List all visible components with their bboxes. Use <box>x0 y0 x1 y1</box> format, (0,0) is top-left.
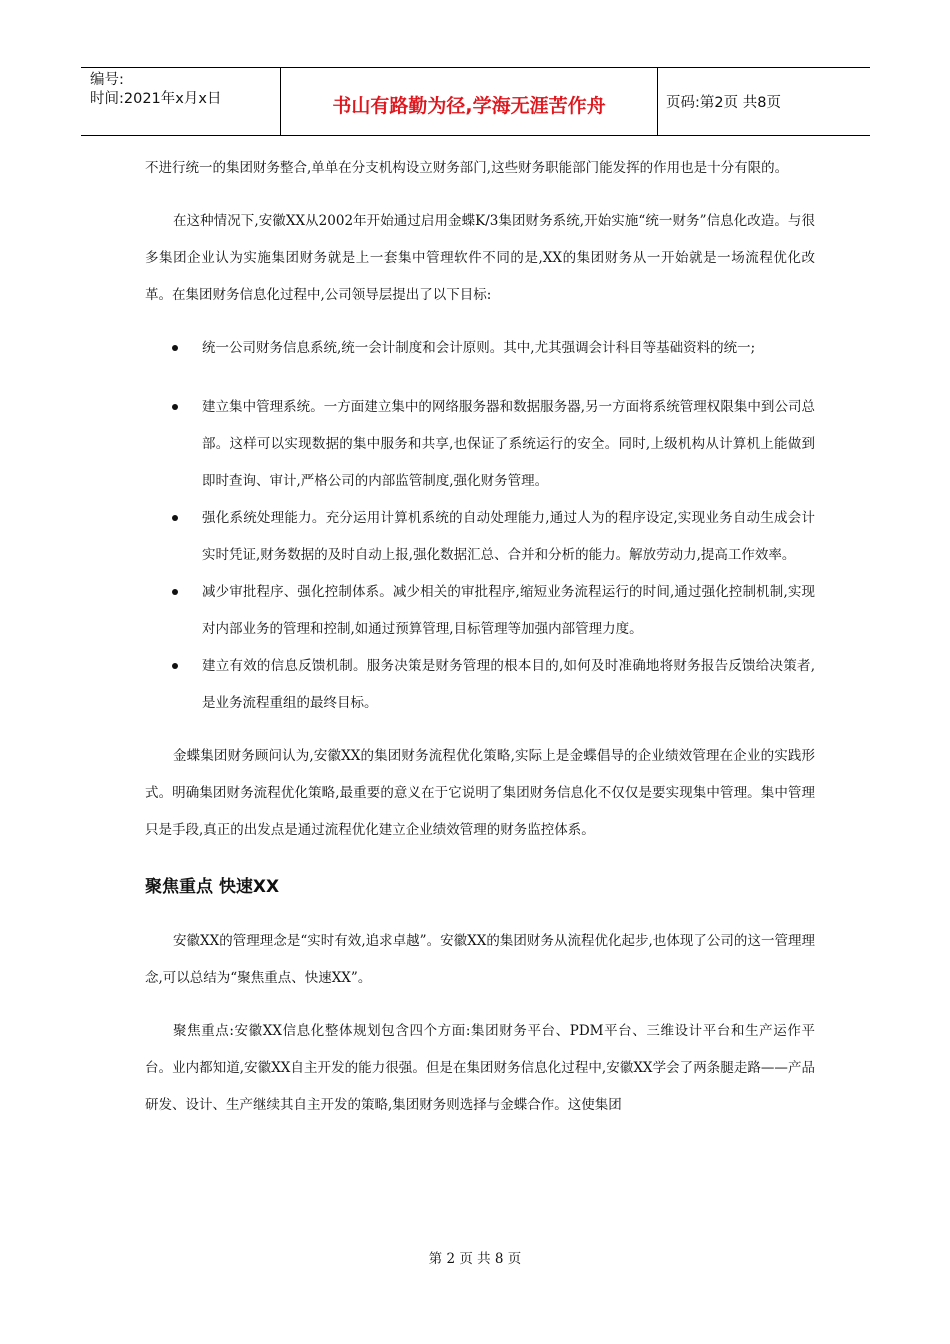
bullet-icon <box>172 589 178 595</box>
list-item-text: 强化系统处理能力。充分运用计算机系统的自动处理能力,通过人为的程序设定,实现业务自动生成会计实时凭证,财务数据的及时自动上报,强化数据汇总、合并和分析的能力。解放劳动力,提高工作效率。 <box>202 510 815 563</box>
list-item-text: 建立有效的信息反馈机制。服务决策是财务管理的根本目的,如何及时准确地将财务报告反馈给决策者,是业务流程重组的最终目标。 <box>202 658 815 711</box>
paragraph-intro: 不进行统一的集团财务整合,单单在分支机构设立财务部门,这些财务职能部门能发挥的作用也是十分有限的。 <box>145 160 789 176</box>
document-number-label: 编号: <box>90 72 124 88</box>
page-header <box>81 67 870 136</box>
list-item <box>145 330 815 367</box>
list-item-text: 统一公司财务信息系统,统一会计制度和会计原则。其中,尤其强调会计科目等基础资料的统一; <box>202 340 756 356</box>
document-body <box>145 150 815 1124</box>
bullet-icon <box>172 663 178 669</box>
list-item-text: 减少审批程序、强化控制体系。减少相关的审批程序,缩短业务流程运行的时间,通过强化控制机制,实现对内部业务的管理和控制,如通过预算管理,目标管理等加强内部管理力度。 <box>202 584 815 637</box>
paragraph-consultant-view: 金蝶集团财务顾问认为,安徽XX的集团财务流程优化策略,实际上是金蝶倡导的企业绩效管理在企业的实践形式。明确集团财务流程优化策略,最重要的意义在于它说明了集团财务信息化不仅仅是要实现集中管理。集中管理只是手段,真正的出发点是通过流程优化建立企业绩效管理的财务监控体系。 <box>145 748 815 838</box>
list-item <box>145 389 815 500</box>
bullet-icon <box>172 345 178 351</box>
list-item <box>145 500 815 574</box>
bullet-icon <box>172 515 178 521</box>
list-item-text: 建立集中管理系统。一方面建立集中的网络服务器和数据服务器,另一方面将系统管理权限集中到公司总部。这样可以实现数据的集中服务和共享,也保证了系统运行的安全。同时,上级机构从计算机上能做到即时查询、审计,严格公司的内部监管制度,强化财务管理。 <box>202 399 815 489</box>
list-item <box>145 574 815 648</box>
paragraph-background: 在这种情况下,安徽XX从2002年开始通过启用金蝶K/3集团财务系统,开始实施“统一财务”信息化改造。与很多集团企业认为实施集团财务就是上一套集中管理软件不同的是,XX的集团财务从一开始就是一场流程优化改革。在集团财务信息化过程中,公司领导层提出了以下目标: <box>145 213 815 303</box>
bullet-icon <box>172 404 178 410</box>
header-meta-cell <box>81 68 281 135</box>
list-item <box>145 648 815 722</box>
header-page-number: 页码:第2页 共8页 <box>666 95 781 111</box>
page-footer: 第 2 页 共 8 页 <box>428 1251 522 1267</box>
paragraph-focus-points: 聚焦重点:安徽XX信息化整体规划包含四个方面:集团财务平台、PDM平台、三维设计平台和生产运作平台。业内都知道,安徽XX自主开发的能力很强。但是在集团财务信息化过程中,安徽XX学会了两条腿走路——产品研发、设计、生产继续其自主开发的策略,集团财务则选择与金蝶合作。这使集团 <box>145 1023 815 1113</box>
section-heading: 聚焦重点 快速XX <box>145 877 280 897</box>
header-motto: 书山有路勤为径,学海无涯苦作舟 <box>281 68 658 135</box>
goals-list <box>145 330 815 722</box>
paragraph-management-philosophy: 安徽XX的管理理念是“实时有效,追求卓越”。安徽XX的集团财务从流程优化起步,也体现了公司的这一管理理念,可以总结为“聚焦重点、快速XX”。 <box>145 933 815 986</box>
document-date-label: 时间:2021年x月x日 <box>90 91 222 107</box>
